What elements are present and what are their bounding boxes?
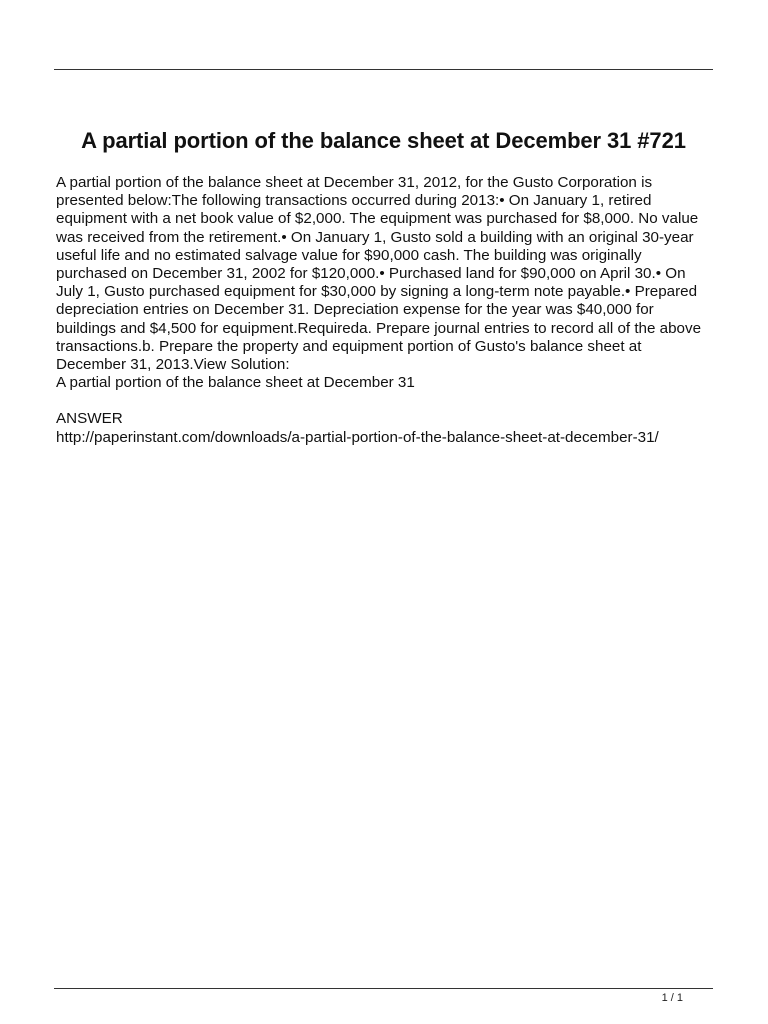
answer-label: ANSWER bbox=[56, 410, 123, 428]
question-body: A partial portion of the balance sheet at December 31, 2012, for the Gusto Corporation is presented below:The following transactions occurred during 2013:• On January 1, retired equipment with a net book value of $2,000. The equipment was purchased for $8,000. No value was received from the retirement.• On January 1, Gusto sold a building with an original 30-year useful life and no estimated salvage value for $90,000 cash. The building was originally purchased on December 31, 2002 for $120,000.• Purchased land for $90,000 on April 30.• On July 1, Gusto purchased equipment for $30,000 by signing a long-term note payable.• Prepared depreciation entries on December 31. Depreciation expense for the year was $40,000 for buildings and $4,500 for equipment.Requireda. Prepare journal entries to record all of the above transactions.b. Prepare the property and equipment portion of Gusto's balance sheet at December 31, 2013.View Solution: bbox=[56, 174, 702, 374]
document-title: A partial portion of the balance sheet at December 31 #721 bbox=[81, 128, 686, 153]
answer-link[interactable]: http://paperinstant.com/downloads/a-partial-portion-of-the-balance-sheet-at-december-31/ bbox=[56, 428, 659, 446]
top-divider bbox=[54, 69, 713, 70]
bottom-divider bbox=[54, 988, 713, 989]
document-content bbox=[56, 174, 713, 447]
page-number: 1 / 1 bbox=[661, 992, 683, 1004]
repeat-title: A partial portion of the balance sheet at December 31 bbox=[56, 374, 415, 392]
